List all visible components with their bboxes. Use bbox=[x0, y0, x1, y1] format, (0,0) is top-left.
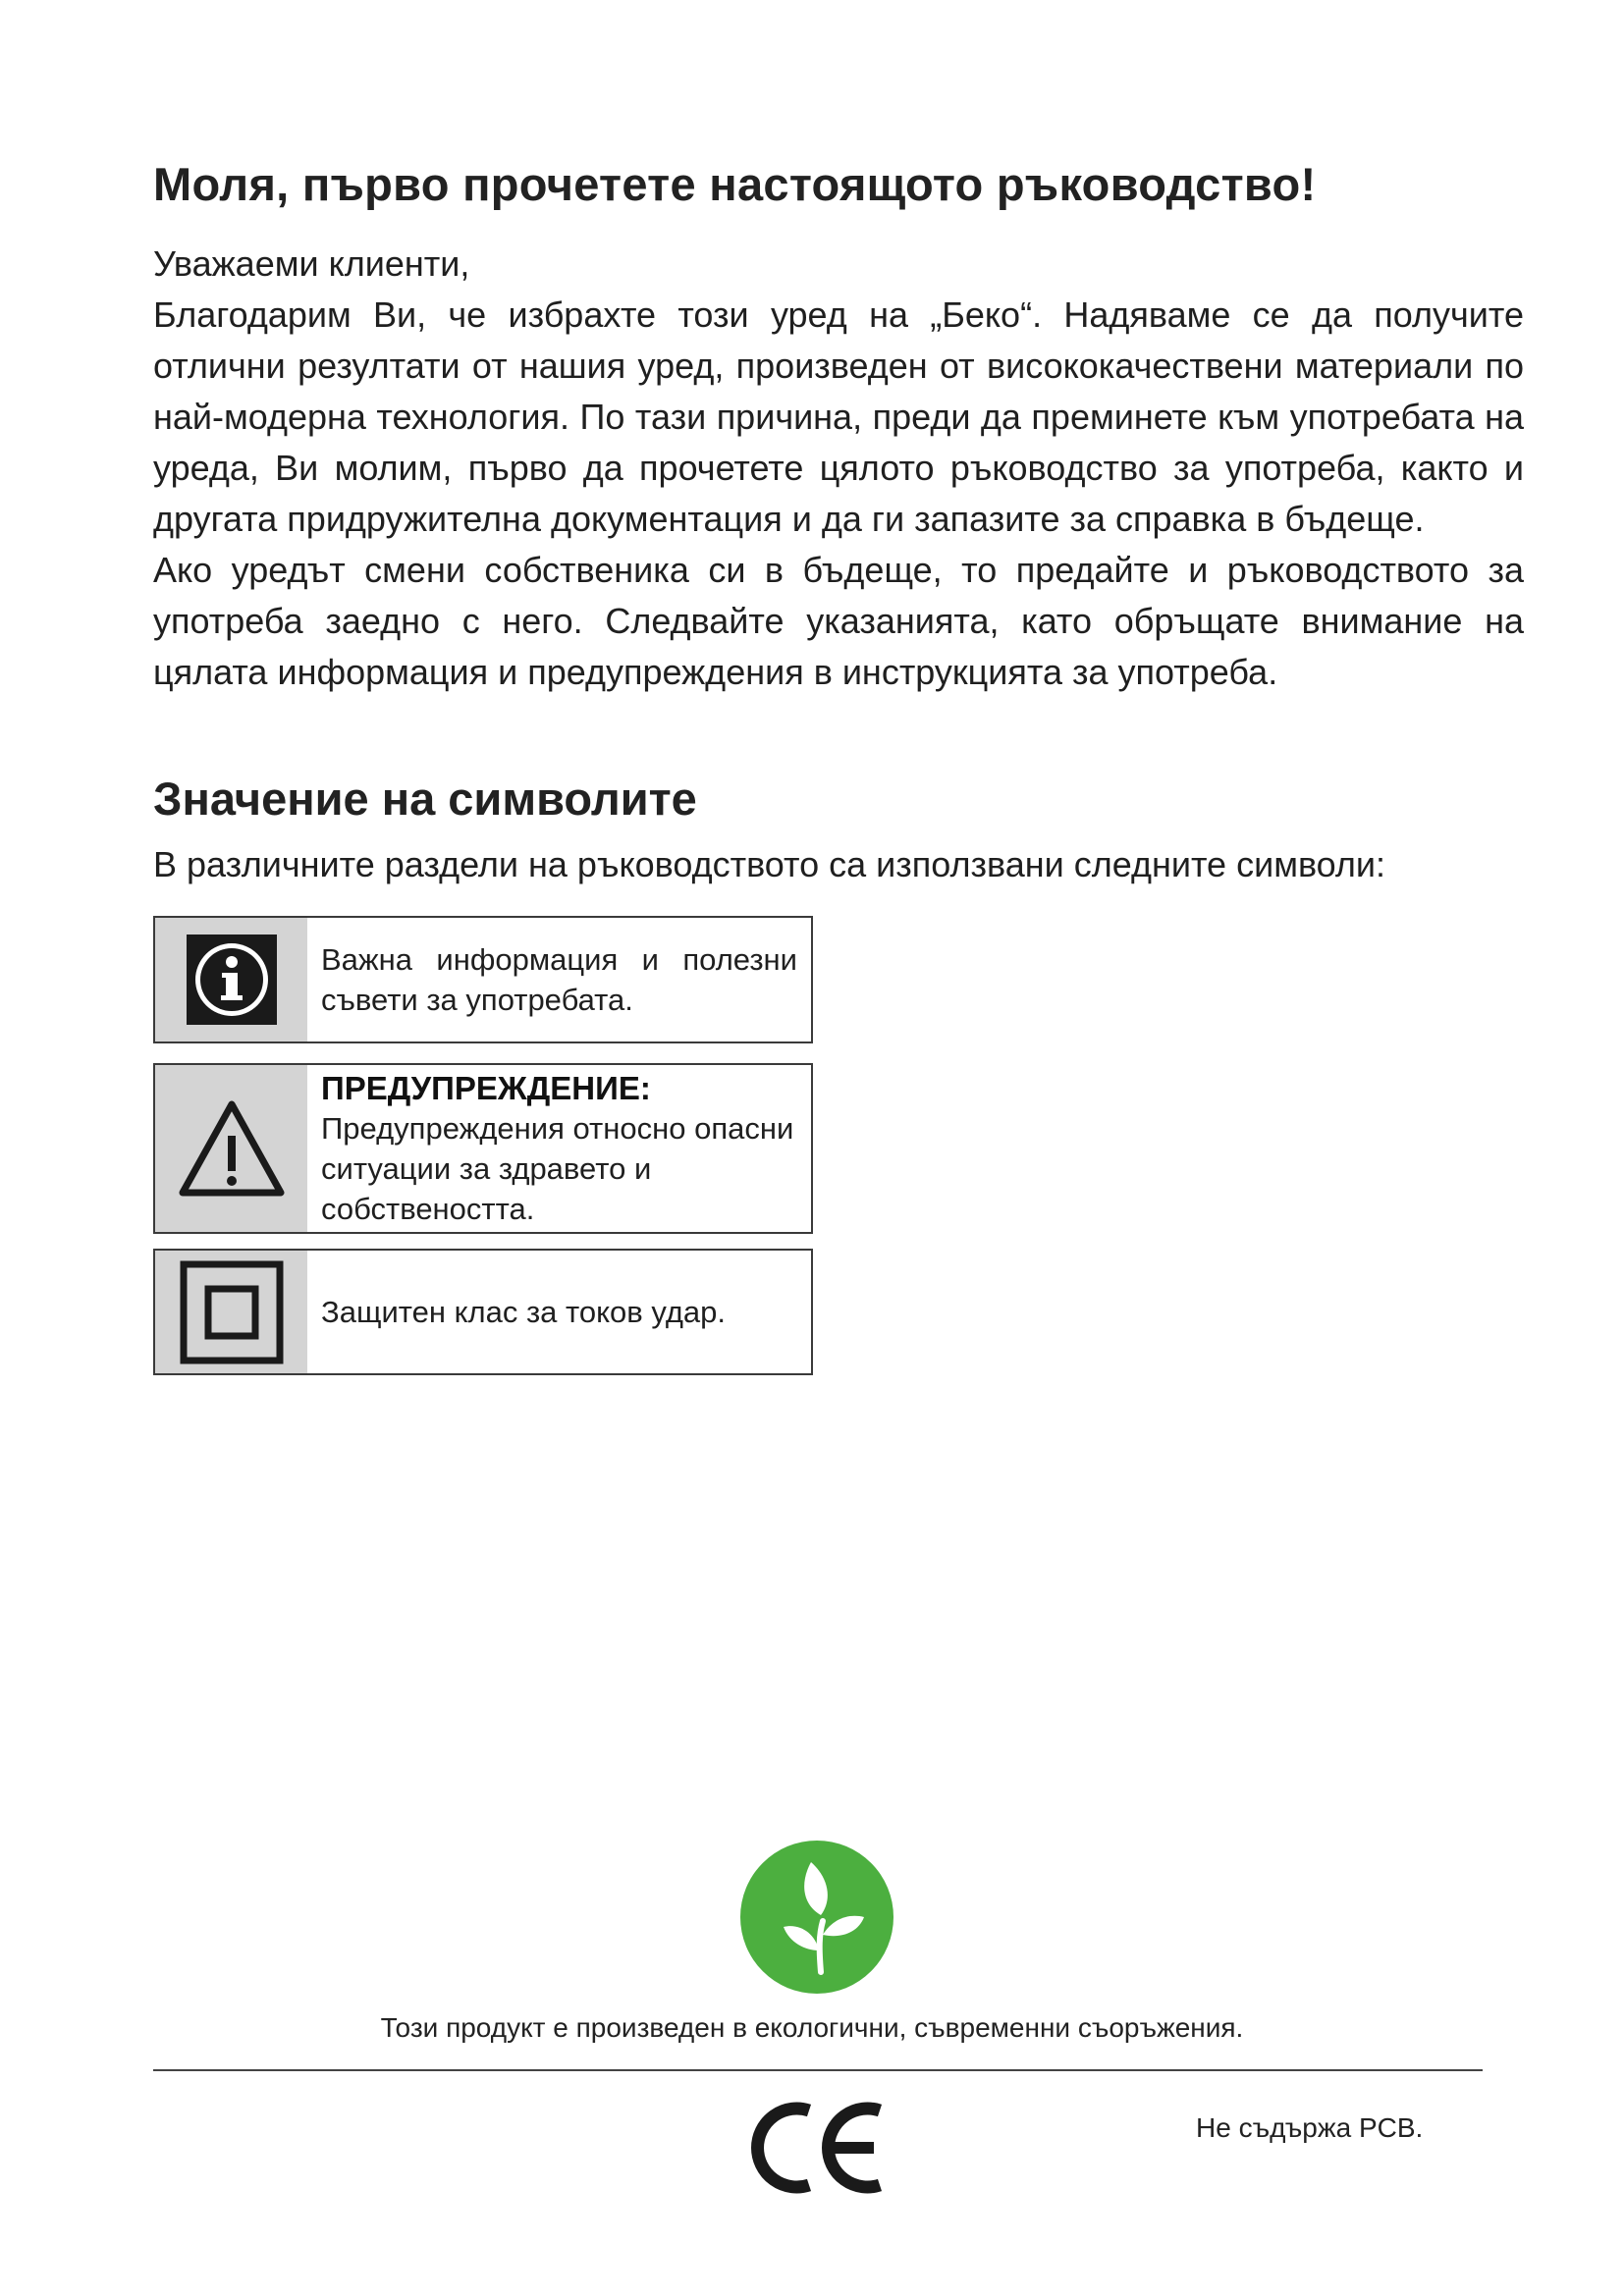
symbol-box-info bbox=[153, 916, 813, 1043]
symbol-warning-text: Предупреждения относно опасни ситуации за здравето и собствеността. bbox=[321, 1111, 794, 1226]
eco-leaf-icon bbox=[740, 1841, 893, 1994]
intro-paragraph-2: Ако уредът смени собственика си в бъдеще, то предайте и ръководството за употреба заедно с него. Следвайте указанията, като обръщате внимание на цялата информация и предупреждения в инструкцията за употреба. bbox=[153, 550, 1524, 692]
symbol-box-protection bbox=[153, 1249, 813, 1375]
pcb-text: Не съдържа PCB. bbox=[1196, 2112, 1424, 2143]
symbol-icon-cell bbox=[155, 1065, 307, 1232]
intro-text bbox=[153, 239, 1524, 698]
symbols-section-intro: В различните раздели на ръководството са използвани следните символи: bbox=[153, 844, 1386, 884]
info-icon bbox=[187, 934, 277, 1025]
symbols-section-title: Значение на символите bbox=[153, 773, 697, 825]
warning-icon bbox=[177, 1098, 287, 1199]
greeting: Уважаеми клиенти, bbox=[153, 243, 470, 284]
symbol-box-warning bbox=[153, 1063, 813, 1234]
intro-paragraph-1: Благодарим Ви, че избрахте този уред на „Беко“. Надяваме се да получите отлични резултати от нашия уред, произведен от висококачествени материали по най-модерна технология. По тази причина, преди да преминете към употребата на уреда, Ви молим, първо да прочетете цялото ръководство за употреба, както и другата придружителна документация и да ги запазите за справка в бъдеще. bbox=[153, 294, 1524, 539]
symbol-info-text: Важна информация и полезни съвети за употребата. bbox=[321, 942, 797, 1017]
symbol-icon-cell bbox=[155, 918, 307, 1041]
symbol-protection-text: Защитен клас за токов удар. bbox=[321, 1295, 727, 1329]
eco-text: Този продукт е произведен в екологични, съвременни съоръжения. bbox=[380, 2012, 1244, 2043]
warning-heading: ПРЕДУПРЕЖДЕНИЕ: bbox=[321, 1070, 651, 1106]
ce-mark-icon bbox=[750, 2099, 888, 2197]
footer-divider bbox=[153, 2069, 1483, 2071]
double-insulation-icon bbox=[180, 1260, 284, 1364]
page-title: Моля, първо прочетете настоящото ръководство! bbox=[153, 158, 1317, 210]
symbol-icon-cell bbox=[155, 1251, 307, 1373]
